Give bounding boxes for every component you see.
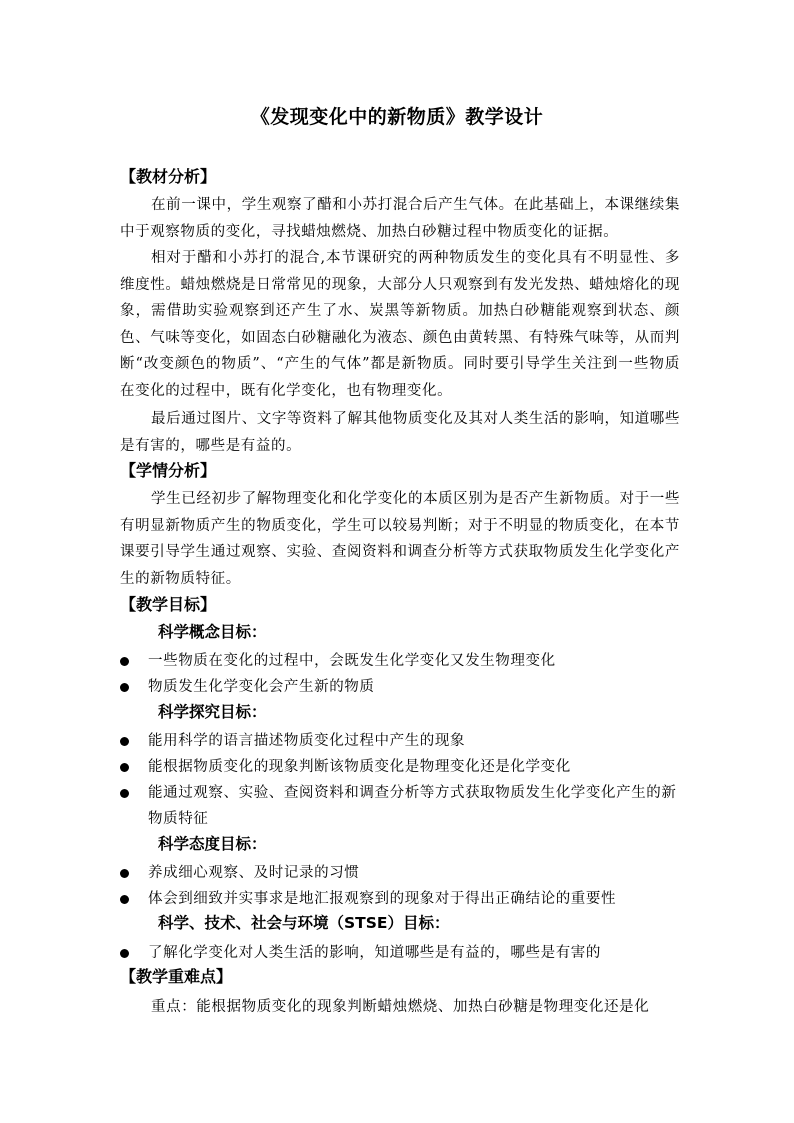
list-item: 体会到细致并实事求是地汇报观察到的现象对于得出正确结论的重要性: [120, 886, 680, 912]
heading-student-analysis: 【学情分析】: [120, 461, 217, 480]
paragraph-material-1: 在前一课中，学生观察了醋和小苏打混合后产生气体。在此基础上，本课继续集中于观察物质的变化，寻找蜡烛燃烧、加热白砂糖过程中物质变化的证据。: [120, 197, 680, 240]
subheading-inquiry-goals: 科学探究目标：: [158, 703, 267, 721]
heading-teaching-goals: 【教学目标】: [120, 595, 217, 614]
list-item: 能通过观察、实验、查阅资料和调查分析等方式获取物质发生化学变化产生的新物质特征: [120, 780, 680, 832]
list-item: 能用科学的语言描述物质变化过程中产生的现象: [120, 728, 680, 754]
subheading-concept-goals: 科学概念目标：: [158, 623, 267, 641]
heading-material-analysis: 【教材分析】: [120, 167, 217, 186]
list-item: 一些物质在变化的过程中，会既发生化学变化又发生物理变化: [120, 648, 680, 674]
paragraph-material-3: 最后通过图片、文字等资料了解其他物质变化及其对人类生活的影响，知道哪些是有害的，哪些是有益的。: [120, 411, 680, 454]
list-item: 物质发生化学变化会产生新的物质: [120, 674, 680, 700]
paragraph-student-1: 学生已经初步了解物理变化和化学变化的本质区别为是否产生新物质。对于一些有明显新物质产生的物质变化，学生可以较易判断；对于不明显的物质变化，在本节课要引导学生通过观察、实验、查阅资料和调查分析等方式获取物质发生化学变化产生的新物质特征。: [120, 491, 680, 587]
bullet-icon: [120, 869, 129, 878]
bullet-icon: [120, 895, 129, 904]
heading-key-difficulties: 【教学重难点】: [120, 967, 233, 986]
paragraph-key-1: 重点：能根据物质变化的现象判断蜡烛燃烧、加热白砂糖是物理变化还是化: [151, 999, 650, 1015]
subheading-attitude-goals: 科学态度目标：: [158, 835, 267, 853]
bullet-icon: [120, 657, 129, 666]
bullet-icon: [120, 737, 129, 746]
document-title: 《发现变化中的新物质》教学设计: [250, 106, 544, 128]
list-item: 了解化学变化对人类生活的影响，知道哪些是有益的，哪些是有害的: [120, 940, 680, 966]
bullet-icon: [120, 789, 129, 798]
bullet-icon: [120, 683, 129, 692]
bullet-icon: [120, 949, 129, 958]
list-item: 能根据物质变化的现象判断该物质变化是物理变化还是化学变化: [120, 754, 680, 780]
subheading-stse-goals: 科学、技术、社会与环境（STSE）目标：: [158, 914, 450, 932]
list-item: 养成细心观察、及时记录的习惯: [120, 860, 680, 886]
bullet-icon: [120, 763, 129, 772]
paragraph-material-2: 相对于醋和小苏打的混合,本节课研究的两种物质发生的变化具有不明显性、多维度性。蜡烛燃烧是日常常见的现象，大部分人只观察到有发光发热、蜡烛熔化的现象，需借助实验观察到还产生了水、炭黑等新物质。加热白砂糖能观察到状态、颜色、气味等变化，如固态白砂糖融化为液态、颜色由黄转黑、有特殊气味等，从而判断“改变颜色的物质”、“产生的气体”都是新物质。同时要引导学生关注到一些物质在变化的过程中，既有化学变化，也有物理变化。: [120, 250, 680, 399]
